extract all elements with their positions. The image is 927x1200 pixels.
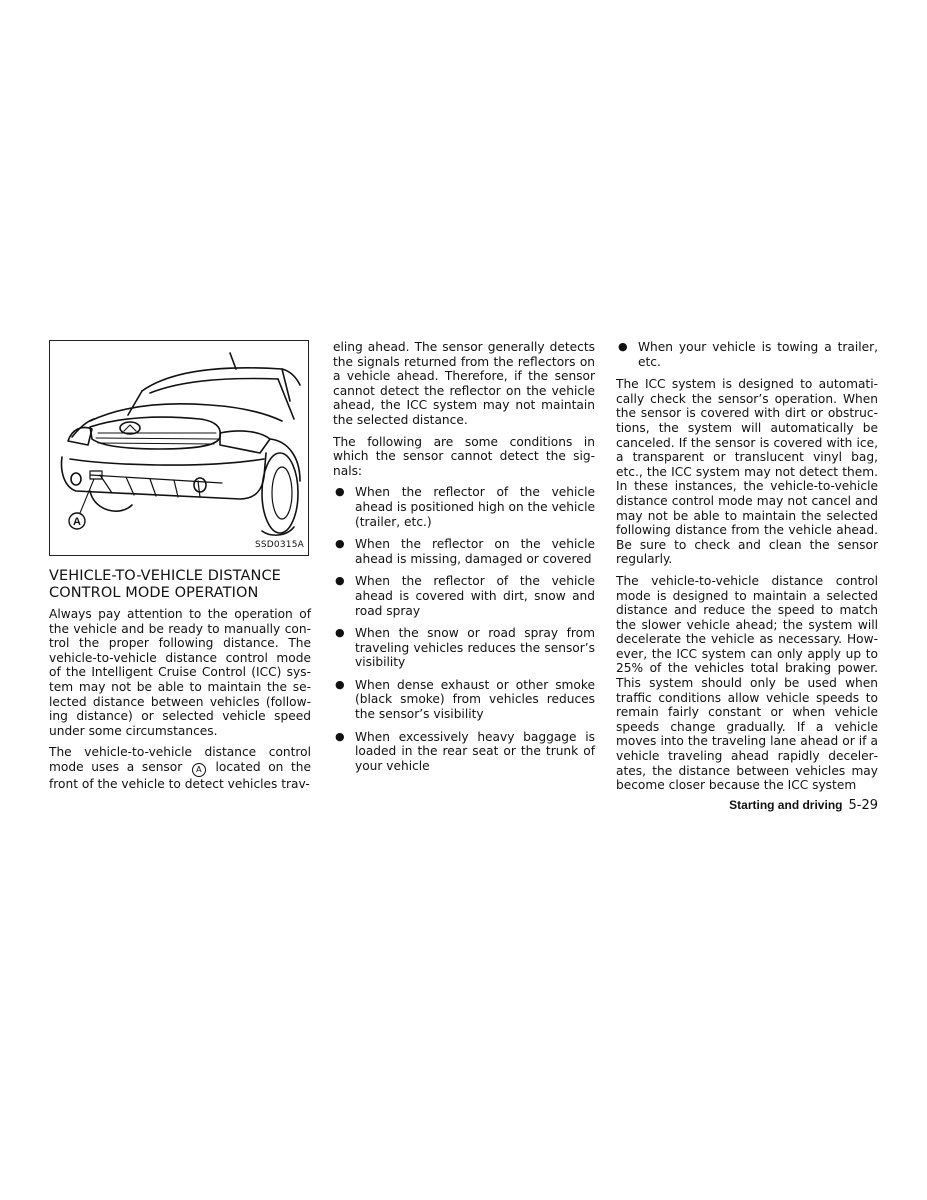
paragraph-text: located on the front of the vehicle to detect vehicles trav-: [49, 759, 312, 791]
paragraph-sensor: [49, 745, 311, 791]
paragraph: The vehicle-to-vehicle distance control mode is designed to maintain a selected distance and reduce the speed to match the slower vehicle ahead; the system will decelerate the vehicle as necessary. However, the ICC system can only apply up to 25% of the vehicles total braking power. This system should only be used when traffic conditions allow vehicle speeds to remain fairly constant or when vehicle speeds change gradually. If a vehicle moves into the traveling lane ahead or if a vehicle traveling ahead rapidly decelerates, the distance between vehicles may become closer because the ICC system: [616, 573, 878, 793]
list-item: [333, 678, 595, 722]
list-item-text: When dense exhaust or other smoke (black smoke) from vehicles reduces the sensor’s visibility: [355, 677, 595, 722]
paragraph: Always pay attention to the operation of the vehicle and be ready to manually control the proper following distance. The vehicle-to-vehicle distance control mode of the Intelligent Cruise Control (ICC) system may not be able to maintain the selected distance between vehicles (following distance) or selected vehicle speed under some circumstances.: [49, 607, 311, 738]
car-front-drawing: [50, 341, 308, 555]
bullet-icon: ●: [618, 340, 628, 353]
list-item-text: When excessively heavy baggage is loaded in the rear seat or the trunk of your vehicle: [355, 729, 595, 773]
callout-a-label: A: [73, 516, 81, 528]
column-1: [49, 340, 311, 799]
page-number: 5-29: [848, 798, 878, 813]
footer-section-title: Starting and driving: [729, 798, 843, 812]
list-item-text: When the reflector on the vehicle ahead is missing, damaged or covered: [355, 537, 595, 566]
page-footer: [616, 797, 878, 813]
bullet-icon: ●: [335, 729, 345, 743]
bullet-icon: ●: [335, 537, 345, 551]
list-item-text: When the snow or road spray from traveling vehicles reduces the sensor’s visibility: [355, 626, 595, 670]
paragraph-text: The vehicle-to-vehicle distance control mode uses a sensor: [49, 745, 311, 774]
paragraph: The following are some conditions in which the sensor cannot detect the signals:: [333, 434, 595, 478]
list-item: [333, 485, 595, 529]
figure-code: SSD0315A: [254, 540, 304, 551]
conditions-list-continued: [616, 340, 878, 369]
list-item: [333, 574, 595, 618]
list-item-text: When the reflector of the vehicle ahead is positioned high on the vehicle (trailer, etc.): [355, 485, 595, 529]
column-2: [333, 340, 595, 781]
vehicle-sensor-illustration: [49, 340, 309, 556]
bullet-icon: ●: [335, 574, 345, 588]
bullet-icon: ●: [335, 626, 345, 640]
callout-a-inline: A: [192, 763, 206, 777]
conditions-list: [333, 485, 595, 773]
list-item: [616, 340, 878, 369]
section-heading-line-1: VEHICLE-TO-VEHICLE DISTANCE: [49, 568, 281, 584]
section-heading-line-2: CONTROL MODE OPERATION: [49, 584, 259, 601]
paragraph: eling ahead. The sensor generally detects the signals returned from the reflectors on a vehicle ahead. Therefore, if the sensor cannot detect the reflector on the vehicle ahead, the ICC system may not maintain the selected distance.: [333, 340, 595, 427]
section-heading: [49, 568, 311, 601]
list-item: [333, 730, 595, 774]
list-item: [333, 626, 595, 670]
column-3: [616, 340, 878, 800]
list-item-text: When your vehicle is towing a trailer, etc.: [638, 340, 878, 369]
list-item-text: When the reflector of the vehicle ahead is covered with dirt, snow and road spray: [355, 574, 595, 618]
bullet-icon: ●: [335, 485, 345, 499]
list-item: [333, 537, 595, 566]
paragraph: The ICC system is designed to automatically check the sensor’s operation. When the sensor is covered with dirt or obstructions, the system will automatically be canceled. If the sensor is covered with ice, a transparent or translucent vinyl bag, etc., the ICC system may not detect them. In these instances, the vehicle-to-vehicle distance control mode may not cancel and may not be able to maintain the selected following distance from the vehicle ahead. Be sure to check and clean the sensor regularly.: [616, 377, 878, 567]
bullet-icon: ●: [335, 677, 345, 691]
